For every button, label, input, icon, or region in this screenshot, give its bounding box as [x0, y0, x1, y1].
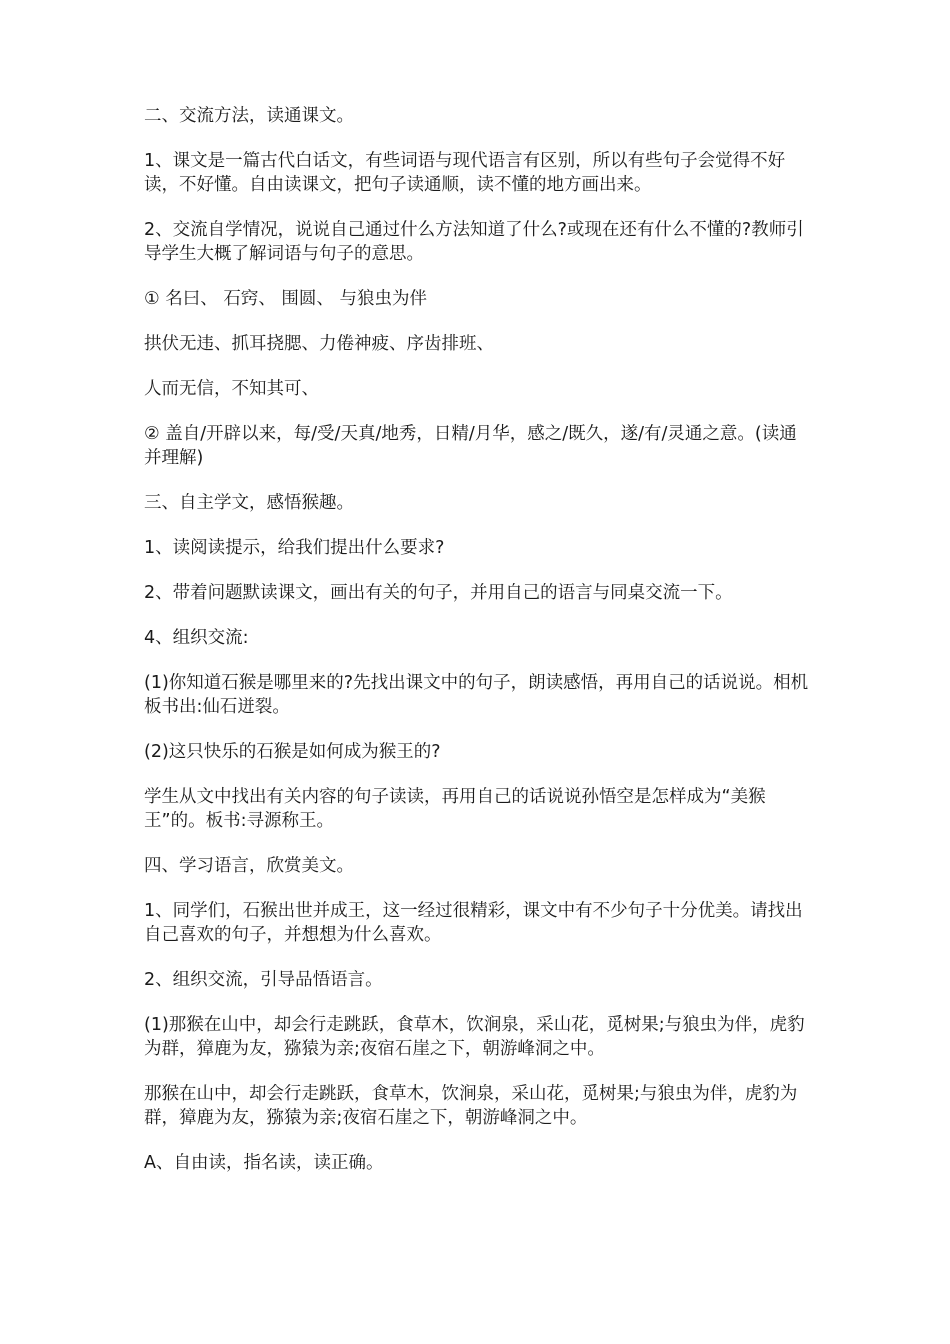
paragraph: ② 盖自/开辟以来，每/受/天真/地秀，日精/月华，感之/既久，遂/有/灵通之意。(读通并理解) — [144, 424, 797, 468]
paragraph: 1、课文是一篇古代白话文，有些词语与现代语言有区别，所以有些句子会觉得不好读，不好懂。自由读课文，把句子读通顺，读不懂的地方画出来。 — [144, 151, 786, 195]
quoted-passage: (1)那猴在山中，却会行走跳跃，食草木，饮涧泉，采山花，觅树果;与狼虫为伴，虎豹为群，獐鹿为友，猕猿为亲;夜宿石崖之下，朝游峰洞之中。 — [144, 1015, 805, 1059]
vocabulary-line: 拱伏无违、抓耳挠腮、力倦神疲、序齿排班、 — [144, 334, 494, 354]
section-heading: 三、自主学文，感悟猴趣。 — [144, 493, 354, 513]
paragraph: 2、带着问题默读课文，画出有关的句子，并用自己的语言与同桌交流一下。 — [144, 583, 733, 603]
paragraph: 1、同学们，石猴出世并成王，这一经过很精彩，课文中有不少句子十分优美。请找出自己喜欢的句子，并想想为什么喜欢。 — [144, 901, 803, 945]
quoted-passage: 那猴在山中，却会行走跳跃，食草木，饮涧泉，采山花，觅树果;与狼虫为伴，虎豹为群，獐鹿为友，猕猿为亲;夜宿石崖之下，朝游峰洞之中。 — [144, 1084, 798, 1128]
section-heading: 二、交流方法，读通课文。 — [144, 106, 354, 126]
paragraph: 2、交流自学情况，说说自己通过什么方法知道了什么?或现在还有什么不懂的?教师引导学生大概了解词语与句子的意思。 — [144, 220, 804, 264]
paragraph: 4、组织交流: — [144, 628, 249, 648]
paragraph: 2、组织交流，引导品悟语言。 — [144, 970, 383, 990]
paragraph: A、自由读，指名读，读正确。 — [144, 1153, 384, 1173]
vocabulary-line: ① 名曰、 石窍、 围圆、 与狼虫为伴 — [144, 289, 427, 309]
paragraph: 1、读阅读提示，给我们提出什么要求? — [144, 538, 445, 558]
paragraph: (1)你知道石猴是哪里来的?先找出课文中的句子，朗读感悟，再用自己的话说说。相机板书出:仙石迸裂。 — [144, 673, 809, 717]
document-body — [144, 104, 814, 1196]
vocabulary-line: 人而无信，不知其可、 — [144, 379, 319, 399]
paragraph: (2)这只快乐的石猴是如何成为猴王的? — [144, 742, 441, 762]
paragraph: 学生从文中找出有关内容的句子读读，再用自己的话说说孙悟空是怎样成为“美猴王”的。板书:寻源称王。 — [144, 787, 766, 831]
section-heading: 四、学习语言，欣赏美文。 — [144, 856, 354, 876]
